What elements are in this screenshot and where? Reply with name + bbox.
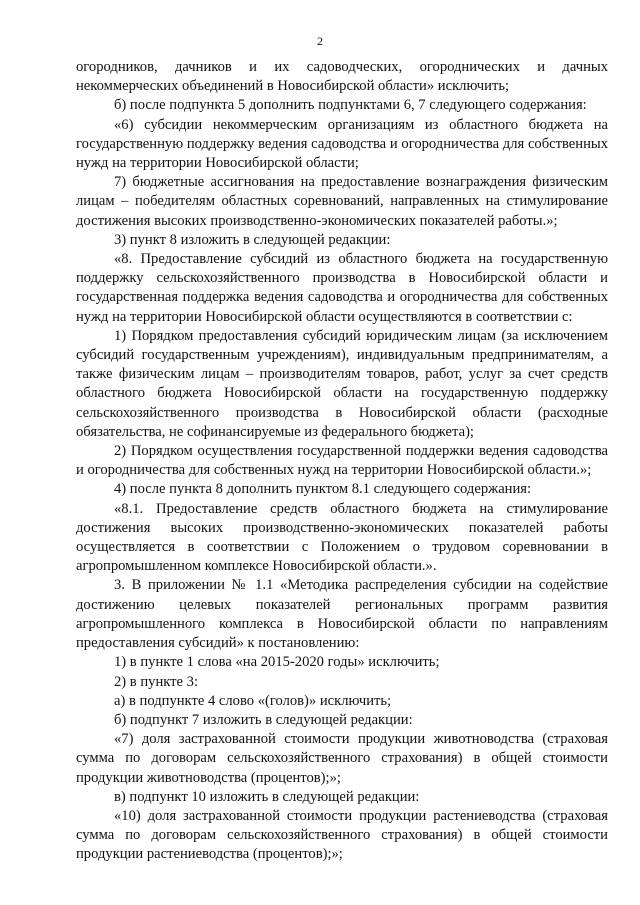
paragraph-continuation: огородников, дачников и их садоводческих, огороднических и дачных некоммерческих объединений в Новосибирской области» исключить; — [76, 59, 608, 95]
paragraph: в) подпункт 10 изложить в следующей редакции: — [114, 788, 420, 805]
paragraph: б) после подпункта 5 дополнить подпунктами 6, 7 следующего содержания: — [114, 97, 587, 114]
page-number: 2 — [317, 34, 323, 48]
paragraph: 1) Порядком предоставления субсидий юридическим лицам (за исключением субсидий государственным учреждениям), индивидуальным предпринимателям, а также физическим лицам – производителям товаров, работ, услуг за счет средств областного бюджета Новосибирской области на государственную поддержку сельскохозяйственного производства в Новосибирской области (расходные обязательства, не софинансируемые из федерального бюджета); — [76, 327, 608, 440]
paragraph: «7) доля застрахованной стоимости продукции животноводства (страховая сумма по договорам сельскохозяйственного страхования) в общей стоимости продукции животноводства (процентов);»; — [76, 731, 608, 786]
document-body — [76, 58, 608, 865]
paragraph: 1) в пункте 1 слова «на 2015-2020 годы» исключить; — [114, 654, 440, 671]
paragraph: 2) Порядком осуществления государственной поддержки ведения садоводства и огородничества для собственных нужд на территории Новосибирской области.»; — [76, 443, 608, 479]
paragraph: 2) в пункте 3: — [114, 673, 199, 690]
paragraph: 7) бюджетные ассигнования на предоставление вознаграждения физическим лицам – победителям областных соревнований, направленных на стимулирование достижения высоких производственно-экономических показателей работы.»; — [76, 174, 608, 229]
paragraph: 3. В приложении № 1.1 «Методика распределения субсидии на содействие достижению целевых показателей региональных программ развития агропромышленного комплекса в Новосибирской области по направлениям предоставления субсидий» к постановлению: — [76, 577, 608, 652]
paragraph: «8.1. Предоставление средств областного бюджета на стимулирование достижения высоких производственно-экономических показателей работы осуществляется в соответствии с Положением о трудовом соревновании в агропромышленном комплексе Новосибирской области.». — [76, 500, 608, 575]
paragraph: 4) после пункта 8 дополнить пунктом 8.1 следующего содержания: — [114, 481, 532, 498]
paragraph: б) подпункт 7 изложить в следующей редакции: — [114, 711, 413, 728]
paragraph: «6) субсидии некоммерческим организациям из областного бюджета на государственную поддержку ведения садоводства и огородничества для собственных нужд на территории Новосибирской области; — [76, 116, 608, 172]
paragraph: «8. Предоставление субсидий из областного бюджета на государственную поддержку сельскохозяйственного производства в Новосибирской области и государственная поддержка ведения садоводства и огородничества для собственных нужд на территории Новосибирской области осуществляются в соответствии с: — [76, 251, 608, 325]
paragraph: 3) пункт 8 изложить в следующей редакции: — [114, 231, 391, 248]
paragraph: «10) доля застрахованной стоимости продукции растениеводства (страховая сумма по договорам сельскохозяйственного страхования) в общей стоимости продукции растениеводства (процентов);»; — [76, 807, 608, 863]
paragraph: а) в подпункте 4 слово «(голов)» исключить; — [114, 692, 392, 709]
